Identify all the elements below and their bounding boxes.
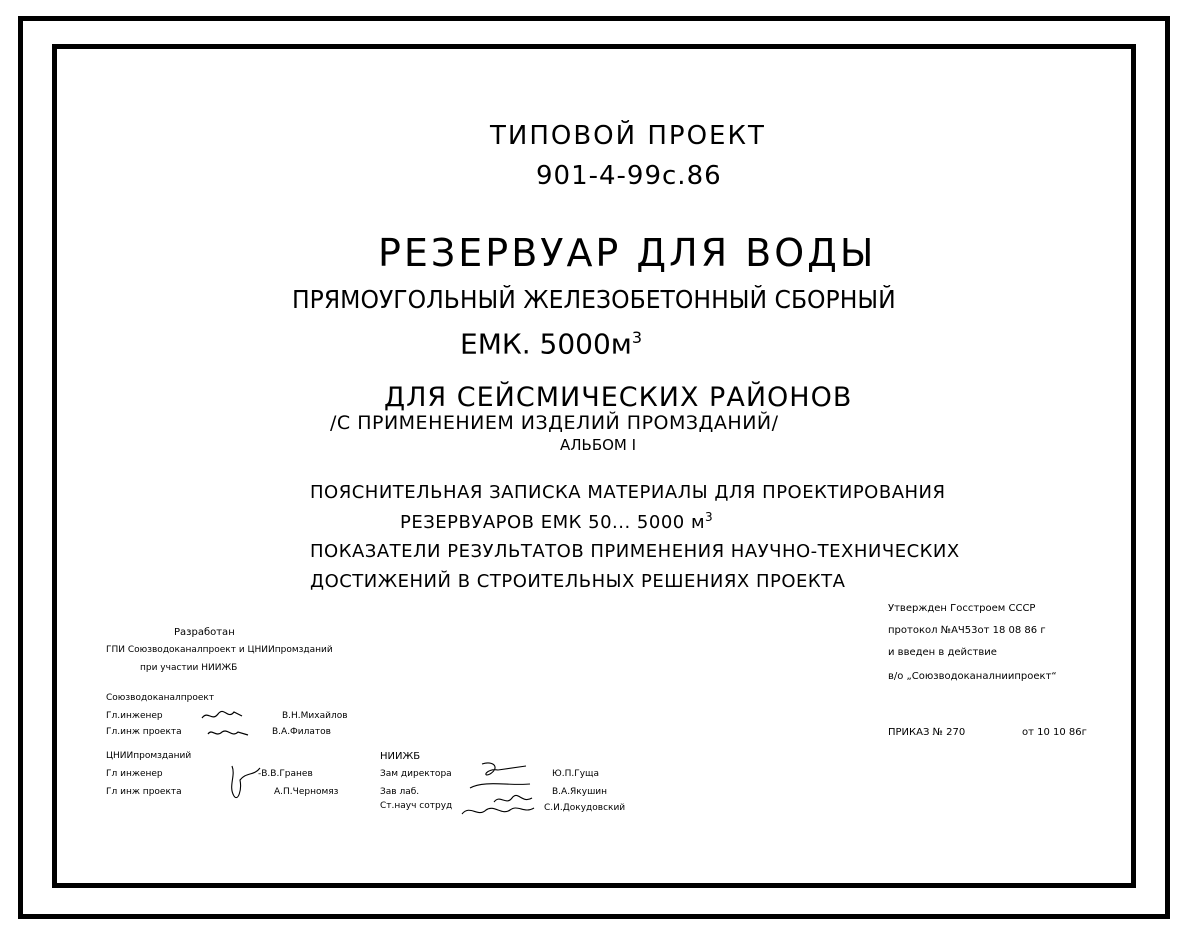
org2-name-1: -В.В.Гранев bbox=[258, 769, 313, 779]
capacity-text: ЕМК. 5000м bbox=[460, 327, 632, 361]
org3-role-2: Зав лаб. bbox=[380, 787, 420, 797]
project-type: ТИПОВОЙ ПРОЕКТ bbox=[490, 121, 766, 151]
org3-name-1: Ю.П.Гуща bbox=[552, 769, 600, 779]
org3-name: НИИЖБ bbox=[380, 751, 421, 762]
title-line-4: ДЛЯ СЕЙСМИЧЕСКИХ РАЙОНОВ bbox=[384, 382, 853, 413]
description-line-3: ПОКАЗАТЕЛИ РЕЗУЛЬТАТОВ ПРИМЕНЕНИЯ НАУЧНО-ТЕХНИЧЕСКИХ bbox=[310, 541, 960, 562]
capacity-line bbox=[460, 327, 643, 361]
approval-line-4: в/о „Союзводоканалниипроект“ bbox=[888, 671, 1057, 682]
title-line-5: /С ПРИМЕНЕНИЕМ ИЗДЕЛИЙ ПРОМЗДАНИЙ/ bbox=[330, 412, 779, 434]
description-line-4: ДОСТИЖЕНИЙ В СТРОИТЕЛЬНЫХ РЕШЕНИЯХ ПРОЕКТА bbox=[310, 571, 846, 592]
org1-role-1: Гл.инженер bbox=[106, 711, 163, 721]
org2-role-2: Гл инж проекта bbox=[106, 787, 182, 797]
developed-heading: Разработан bbox=[174, 627, 235, 638]
org3-role-1: Зам директора bbox=[380, 769, 452, 779]
developed-participation: при участии НИИЖБ bbox=[140, 663, 238, 673]
org3-name-2: В.А.Якушин bbox=[552, 787, 608, 797]
org1-name-2: В.А.Филатов bbox=[272, 727, 331, 737]
org2-name: ЦНИИпромзданий bbox=[106, 751, 192, 761]
org1-role-2: Гл.инж проекта bbox=[106, 727, 182, 737]
approval-line-3: и введен в действие bbox=[888, 647, 997, 658]
org1-name: Союзводоканалпроект bbox=[106, 693, 215, 703]
project-number: 901-4-99с.86 bbox=[536, 161, 722, 191]
description-line-2-superscript: 3 bbox=[705, 510, 714, 524]
order-date: от 10 10 86г bbox=[1022, 727, 1087, 738]
order-label: ПРИКАЗ № 270 bbox=[888, 727, 966, 738]
org3-role-3: Ст.науч сотруд bbox=[380, 801, 453, 811]
description-line-1: ПОЯСНИТЕЛЬНАЯ ЗАПИСКА МАТЕРИАЛЫ ДЛЯ ПРОЕКТИРОВАНИЯ bbox=[310, 482, 946, 503]
title-line-2: ПРЯМОУГОЛЬНЫЙ ЖЕЛЕЗОБЕТОННЫЙ СБОРНЫЙ bbox=[292, 285, 896, 314]
org2-name-2: А.П.Черномяз bbox=[274, 787, 339, 797]
approval-line-1: Утвержден Госстроем СССР bbox=[888, 603, 1036, 614]
description-line-2-text: РЕЗЕРВУАРОВ ЕМК 50... 5000 м bbox=[400, 512, 706, 533]
org3-name-3: С.И.Докудовский bbox=[544, 803, 626, 813]
signature-nii-group bbox=[460, 758, 540, 820]
capacity-superscript: 3 bbox=[631, 328, 643, 347]
approval-line-2: протокол №АЧ53от 18 08 86 г bbox=[888, 625, 1046, 636]
signature-mikhailov bbox=[200, 708, 244, 722]
developed-org-line: ГПИ Союзводоканалпроект и ЦНИИпромзданий bbox=[106, 645, 333, 655]
org2-role-1: Гл инженер bbox=[106, 769, 163, 779]
main-title: РЕЗЕРВУАР ДЛЯ ВОДЫ bbox=[378, 231, 877, 275]
description-line-2 bbox=[400, 511, 713, 532]
signature-filatov bbox=[206, 726, 250, 740]
album-label: АЛЬБОМ I bbox=[560, 436, 637, 454]
org1-name-1: В.Н.Михайлов bbox=[282, 711, 348, 721]
